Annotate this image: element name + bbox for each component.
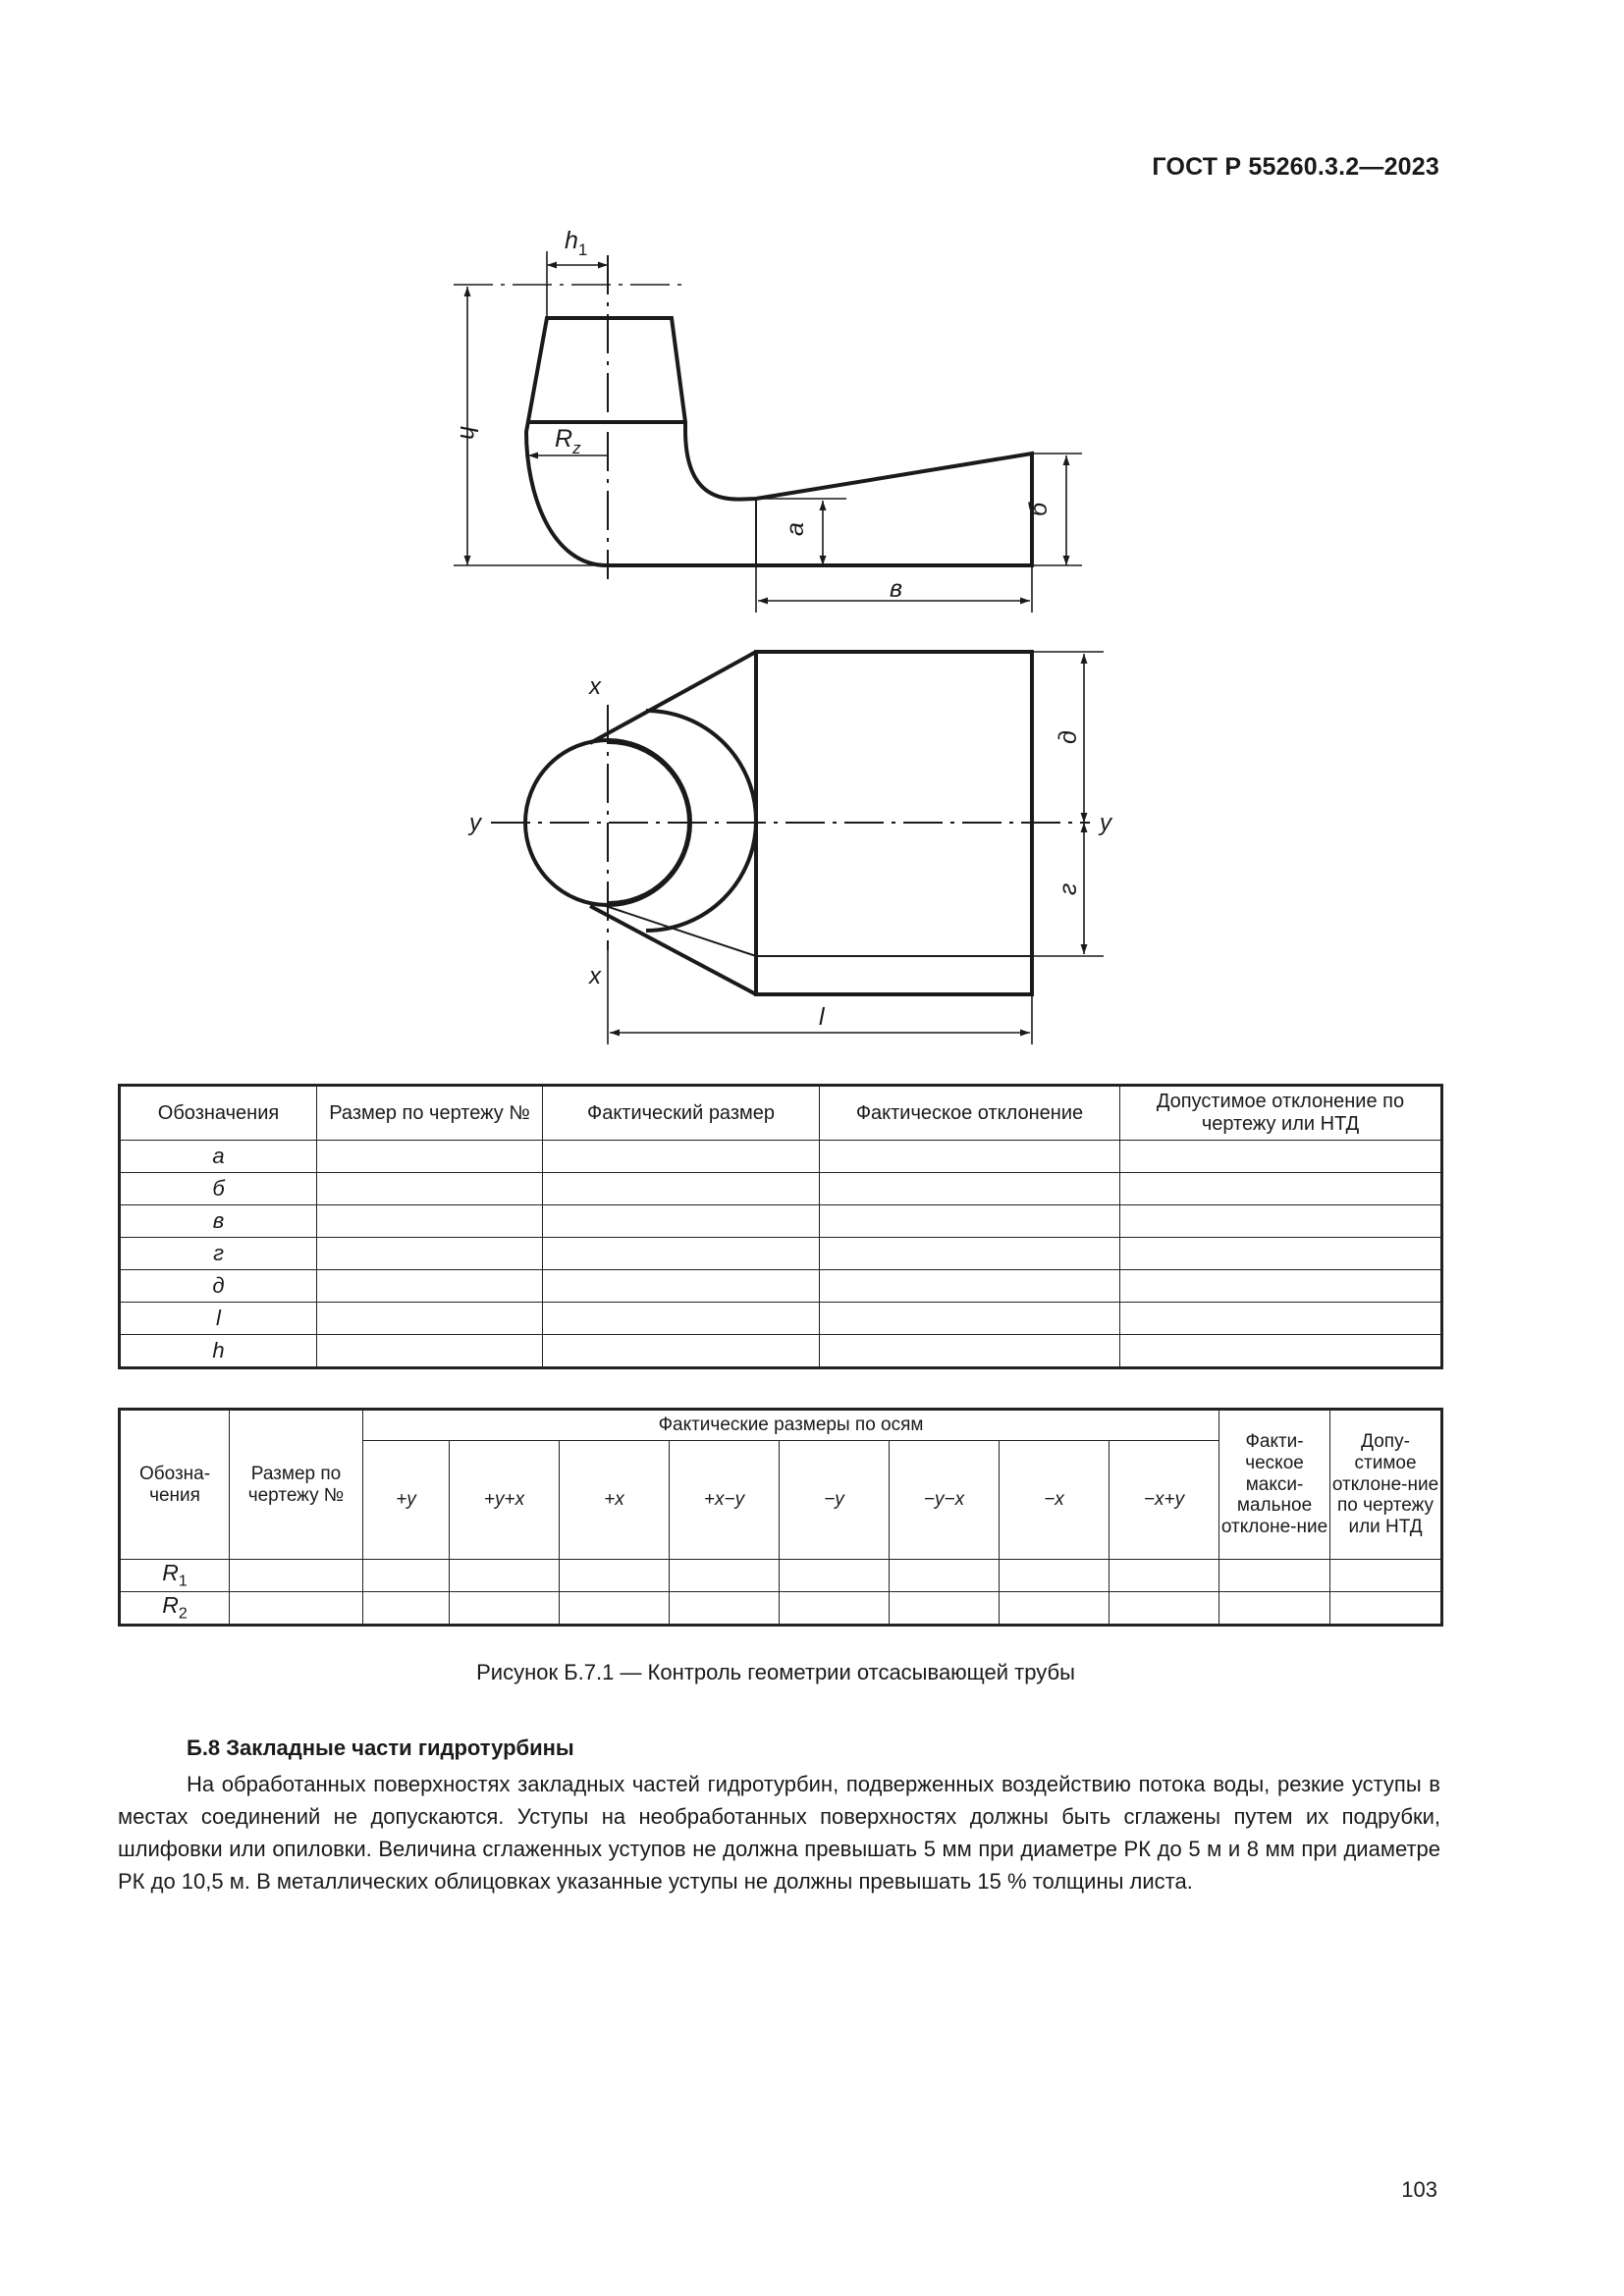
outer-arc <box>646 711 756 931</box>
label-g: г <box>1055 882 1082 895</box>
label-v: в <box>890 575 903 603</box>
row-label: а <box>120 1141 317 1173</box>
label-y-right: y <box>1100 810 1111 836</box>
label-x-bottom: x <box>589 963 601 989</box>
page-number: 103 <box>1401 2177 1437 2202</box>
row-label: $R_2$ <box>120 1592 230 1626</box>
header-size-drawing: Размер по чертежу № <box>230 1410 363 1560</box>
technical-drawing <box>0 0 1624 1060</box>
table-row <box>120 1173 1442 1205</box>
row-label: в <box>120 1205 317 1238</box>
row-label: $R_1$ <box>120 1560 230 1592</box>
header-designation: Обозначения <box>120 1086 317 1141</box>
header-axis: −x+y <box>1110 1441 1219 1560</box>
label-x-top: x <box>589 673 601 700</box>
label-rz: $R_z$ <box>555 425 581 457</box>
label-b: б <box>1025 502 1053 516</box>
table-row <box>120 1592 1442 1626</box>
header-axis: +x <box>560 1441 670 1560</box>
table-header-row <box>120 1086 1442 1141</box>
table-row <box>120 1560 1442 1592</box>
radius-axes-table <box>118 1408 1443 1627</box>
figure-caption: Рисунок Б.7.1 — Контроль геометрии отсасывающей трубы <box>476 1660 1075 1684</box>
label-h1: $h_1$ <box>565 227 588 259</box>
plan-view <box>467 652 1113 1044</box>
header-actual-deviation: Фактическое отклонение <box>820 1086 1120 1141</box>
table-row <box>120 1303 1442 1335</box>
table-row <box>120 1141 1442 1173</box>
header-axis: −x <box>1000 1441 1110 1560</box>
header-axes-group: Фактические размеры по осям <box>363 1410 1219 1441</box>
side-view <box>454 227 1082 613</box>
row-label: д <box>120 1270 317 1303</box>
table-row <box>120 1238 1442 1270</box>
header-size-drawing: Размер по чертежу № <box>317 1086 543 1141</box>
header-axis: −y <box>780 1441 890 1560</box>
header-allowed-deviation: Допу-стимое отклоне-ние по чертежу или НТД <box>1330 1410 1442 1560</box>
label-l: l <box>819 1003 825 1031</box>
label-h: h <box>455 426 482 440</box>
label-a: а <box>782 522 809 536</box>
header-actual-size: Фактический размер <box>543 1086 820 1141</box>
label-d: д <box>1055 730 1082 744</box>
header-axis: +x−y <box>670 1441 780 1560</box>
table-header-row <box>120 1410 1442 1441</box>
header-axis: +y+x <box>450 1441 560 1560</box>
row-label: l <box>120 1303 317 1335</box>
table-row <box>120 1205 1442 1238</box>
header-max-deviation: Факти-ческое макси-мальное отклоне-ние <box>1219 1410 1330 1560</box>
header-axis: +y <box>363 1441 450 1560</box>
table-row <box>120 1335 1442 1368</box>
row-label: h <box>120 1335 317 1368</box>
dimensions-table <box>118 1084 1443 1369</box>
header-axis: −y−x <box>890 1441 1000 1560</box>
row-label: б <box>120 1173 317 1205</box>
row-label: г <box>120 1238 317 1270</box>
header-designation: Обозна-чения <box>120 1410 230 1560</box>
section-paragraph: На обработанных поверхностях закладных частей гидротурбин, подверженных воздействию потока воды, резкие уступы в местах соединений не допускаются. Уступы на необработанных поверхностях должны быть сглажены путем их подрубки, шлифовки или опиловки. Величина сглаженных уступов не должна превышать 5 мм при диаметре РК до 5 м и 8 мм при диаметре РК до 10,5 м. В металлических облицовках указанные уступы не должны превышать 15 % толщины листа. <box>118 1772 1440 1894</box>
side-view-outline <box>526 318 1032 565</box>
section-title: Б.8 Закладные части гидротурбины <box>187 1735 574 1760</box>
header-allowed-deviation: Допустимое отклонение по чертежу или НТД <box>1120 1086 1442 1141</box>
document-header: ГОСТ Р 55260.3.2—2023 <box>1152 153 1439 181</box>
label-y-left: y <box>469 810 481 836</box>
table-row <box>120 1270 1442 1303</box>
